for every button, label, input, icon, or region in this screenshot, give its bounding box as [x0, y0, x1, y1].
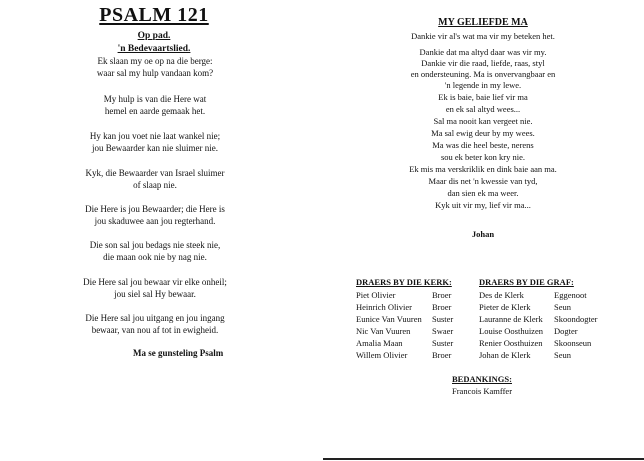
poem-line: Ma sal ewig deur by my wees.: [431, 128, 535, 138]
stanza-line: Die son sal jou bedags nie steek nie,: [89, 240, 221, 250]
bearer-relation: Skoonseun: [554, 338, 592, 348]
poem-line: Ek is baie, baie lief vir ma: [438, 92, 528, 102]
grave-bearers-heading: DRAERS BY DIE GRAF:: [479, 277, 574, 287]
bearer-relation: Suster: [432, 314, 454, 324]
bearer-name: Johan de Klerk: [479, 350, 531, 360]
stanza-line: hemel en aarde gemaak het.: [104, 106, 206, 116]
bearer-name: Piet Olivier: [356, 290, 396, 300]
bearer-relation: Suster: [432, 338, 454, 348]
poem-line: dan sien ek ma weer.: [447, 188, 519, 198]
bearer-relation: Seun: [554, 302, 571, 312]
stanza-line: Die Here is jou Bewaarder; die Here is: [85, 204, 225, 214]
poem-line: Dankie vir die raad, liefde, raas, styl: [421, 58, 545, 68]
poem-line: sou ek beter kon kry nie.: [440, 152, 526, 162]
bearer-name: Lauranne de Klerk: [479, 314, 543, 324]
stanza-line: Kyk, die Bewaarder van Israel sluimer: [85, 168, 225, 178]
stanza-line: die maan ook nie by nag nie.: [103, 252, 207, 262]
stanza-line: waar sal my hulp vandaan kom?: [96, 68, 214, 78]
poem-intro: Dankie vir al's wat ma vir my beteken het.: [411, 31, 555, 41]
stanza: [70, 203, 240, 227]
stanza-line: jou Bewaarder kan nie sluimer nie.: [92, 143, 218, 153]
psalm-song-title: 'n Bedevaartslied.: [117, 44, 191, 54]
bearer-name: Nic Van Vuuren: [356, 326, 411, 336]
bearer-relation: Swaer: [432, 326, 454, 336]
bearer-name: Heinrich Olivier: [356, 302, 412, 312]
bearer-name: Renier Oosthuizen: [479, 338, 543, 348]
poem-line: 'n legende in my lewe.: [444, 80, 522, 90]
bearer-relation: Broer: [432, 302, 452, 312]
bearer-relation: Skoondogter: [554, 314, 598, 324]
bearer-name: Amalia Maan: [356, 338, 403, 348]
bearer-name: Willem Olivier: [356, 350, 408, 360]
poem-line: Ek mis ma verskriklik en dink baie aan ma.: [409, 164, 557, 174]
psalm-subtitle: Op pad.: [137, 31, 171, 41]
favourite-note: Ma se gunsteling Psalm: [133, 348, 224, 358]
stanza: [70, 276, 240, 300]
poem-line: Kyk uit vir my, lief vir ma...: [435, 200, 531, 210]
stanza-line: Die Here sal jou bewaar vir elke onheil;: [83, 277, 227, 287]
bearer-relation: Eggenoot: [554, 290, 587, 300]
stanza-line: of slaap nie.: [133, 180, 177, 190]
thanks-name: Francois Kamffer: [452, 386, 513, 396]
right-page: [322, 0, 644, 461]
stanza: [70, 239, 240, 263]
stanza: [70, 167, 240, 191]
thanks-heading: BEDANKINGS:: [452, 374, 512, 384]
stanza-line: bewaar, van nou af tot in ewigheid.: [91, 325, 219, 335]
stanza-line: Hy kan jou voet nie laat wankel nie;: [89, 131, 221, 141]
bearer-relation: Dogter: [554, 326, 578, 336]
bearer-name: Eunice Van Vuuren: [356, 314, 422, 324]
poem-line: Ma was die heel beste, nerens: [432, 140, 534, 150]
bearer-relation: Broer: [432, 290, 452, 300]
stanza-line: jou siel sal Hy bewaar.: [114, 289, 196, 299]
stanza-line: Die Here sal jou uitgang en jou ingang: [85, 313, 225, 323]
poem-line: Maar dis net 'n kwessie van tyd,: [428, 176, 538, 186]
poem-line: Dankie dat ma altyd daar was vir my.: [419, 47, 547, 57]
poem-author: Johan: [471, 229, 495, 239]
stanza-line: Ek slaan my oe op na die berge:: [97, 56, 213, 66]
bearer-name: Louise Oosthuizen: [479, 326, 543, 336]
bearer-name: Des de Klerk: [479, 290, 524, 300]
bearer-name: Pieter de Klerk: [479, 302, 531, 312]
poem-line: en ek sal altyd wees...: [445, 104, 521, 114]
stanza: [70, 130, 240, 154]
poem-title: MY GELIEFDE MA: [438, 17, 528, 28]
stanza: [70, 312, 240, 336]
bearer-relation: Broer: [432, 350, 452, 360]
psalm-title: PSALM 121: [99, 4, 209, 26]
fold-line: [323, 458, 644, 460]
poem-line: Sal ma nooit kan vergeet nie.: [433, 116, 533, 126]
stanza-line: jou skaduwee aan jou regterhand.: [94, 216, 216, 226]
poem-line: en ondersteuning. Ma is onvervangbaar en: [410, 69, 556, 79]
bearer-relation: Seun: [554, 350, 571, 360]
stanza: [70, 55, 240, 79]
stanza: [70, 93, 240, 117]
stanza-line: My hulp is van die Here wat: [103, 94, 207, 104]
church-bearers-heading: DRAERS BY DIE KERK:: [356, 277, 452, 287]
